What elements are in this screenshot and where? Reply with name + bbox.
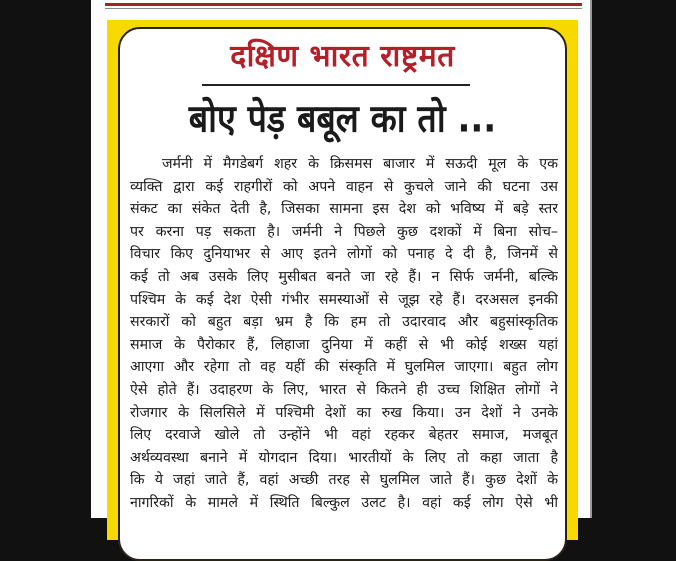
- article-line: सरकारों को बहुत बड़ा भ्रम है कि हम तो उदारवाद और बहुसांस्कृतिक: [130, 314, 558, 331]
- article-line: जर्मनी में मैगडेबर्ग शहर के क्रिसमस बाजार में सऊदी मूल के एक: [162, 156, 558, 172]
- editorial-frame: [107, 20, 578, 540]
- article-line: व्यक्ति द्वारा कई राहगीरों को अपने वाहन से कुचले जाने की घटना उस: [130, 178, 558, 195]
- article-line: आएगा और रहेगा तो वह यहीं की संस्कृति में घुलमिल जाएगा। बहुत लोग: [130, 359, 558, 376]
- masthead-divider: [202, 84, 470, 86]
- article-line: विचार किए दुनियाभर से आए इतने लोगों को पनाह दे दी है, जिनमें से: [130, 246, 558, 263]
- article-line: कई तो अब उसके लिए मुसीबत बनते जा रहे हैं। न सिर्फ जर्मनी, बल्कि: [130, 268, 558, 285]
- article-line: पश्चिम के कई देश ऐसी गंभीर समस्याओं से जूझ रहे हैं। दरअसल इनकी: [130, 291, 558, 308]
- masthead: दक्षिण भारत राष्ट्रमत: [230, 39, 455, 74]
- article-line: पर करना पड़ सकता है। जर्मनी ने पिछले कुछ दशकों में बिना सोच–: [130, 223, 558, 240]
- article-body: [130, 153, 558, 515]
- top-grey-rule: [105, 8, 582, 9]
- article-line: संकट का संकेत देती है, जिसका सामना इस देश को भविष्य में बड़े स्तर: [130, 201, 558, 218]
- article-line: नागरिकों के मामले में स्थिति बिल्कुल उलट है। वहां कई लोग ऐसे भी: [130, 494, 558, 511]
- top-red-rule: [105, 3, 582, 6]
- article-line: कि ये जहां जाते हैं, वहां अच्छी तरह से घुलमिल जाते हैं। कुछ देशों के: [130, 472, 558, 489]
- article-line: रोजगार के सिलसिले में पश्चिमी देशों का रुख किया। उन देशों ने उनके: [130, 404, 558, 421]
- editorial-box: [118, 27, 567, 561]
- article-line: अर्थव्यवस्था बनाने में योगदान दिया। भारतीयों के लिए तो कहा जाता है: [130, 449, 558, 466]
- newspaper-page: [91, 0, 592, 518]
- headline: बोए पेड़ बबूल का तो ...: [188, 96, 497, 142]
- article-line: लिए दरवाजे खोले तो उन्होंने भी वहां रहकर बेहतर समाज, मजबूत: [130, 427, 558, 444]
- article-line: ऐसे होते हैं। उदाहरण के लिए, भारत से कितने ही उच्च शिक्षित लोगों ने: [130, 381, 558, 398]
- article-line: समाज के पैरोकार हैं, लिहाजा दुनिया में कहीं से भी कोई शख्स यहां: [130, 336, 558, 353]
